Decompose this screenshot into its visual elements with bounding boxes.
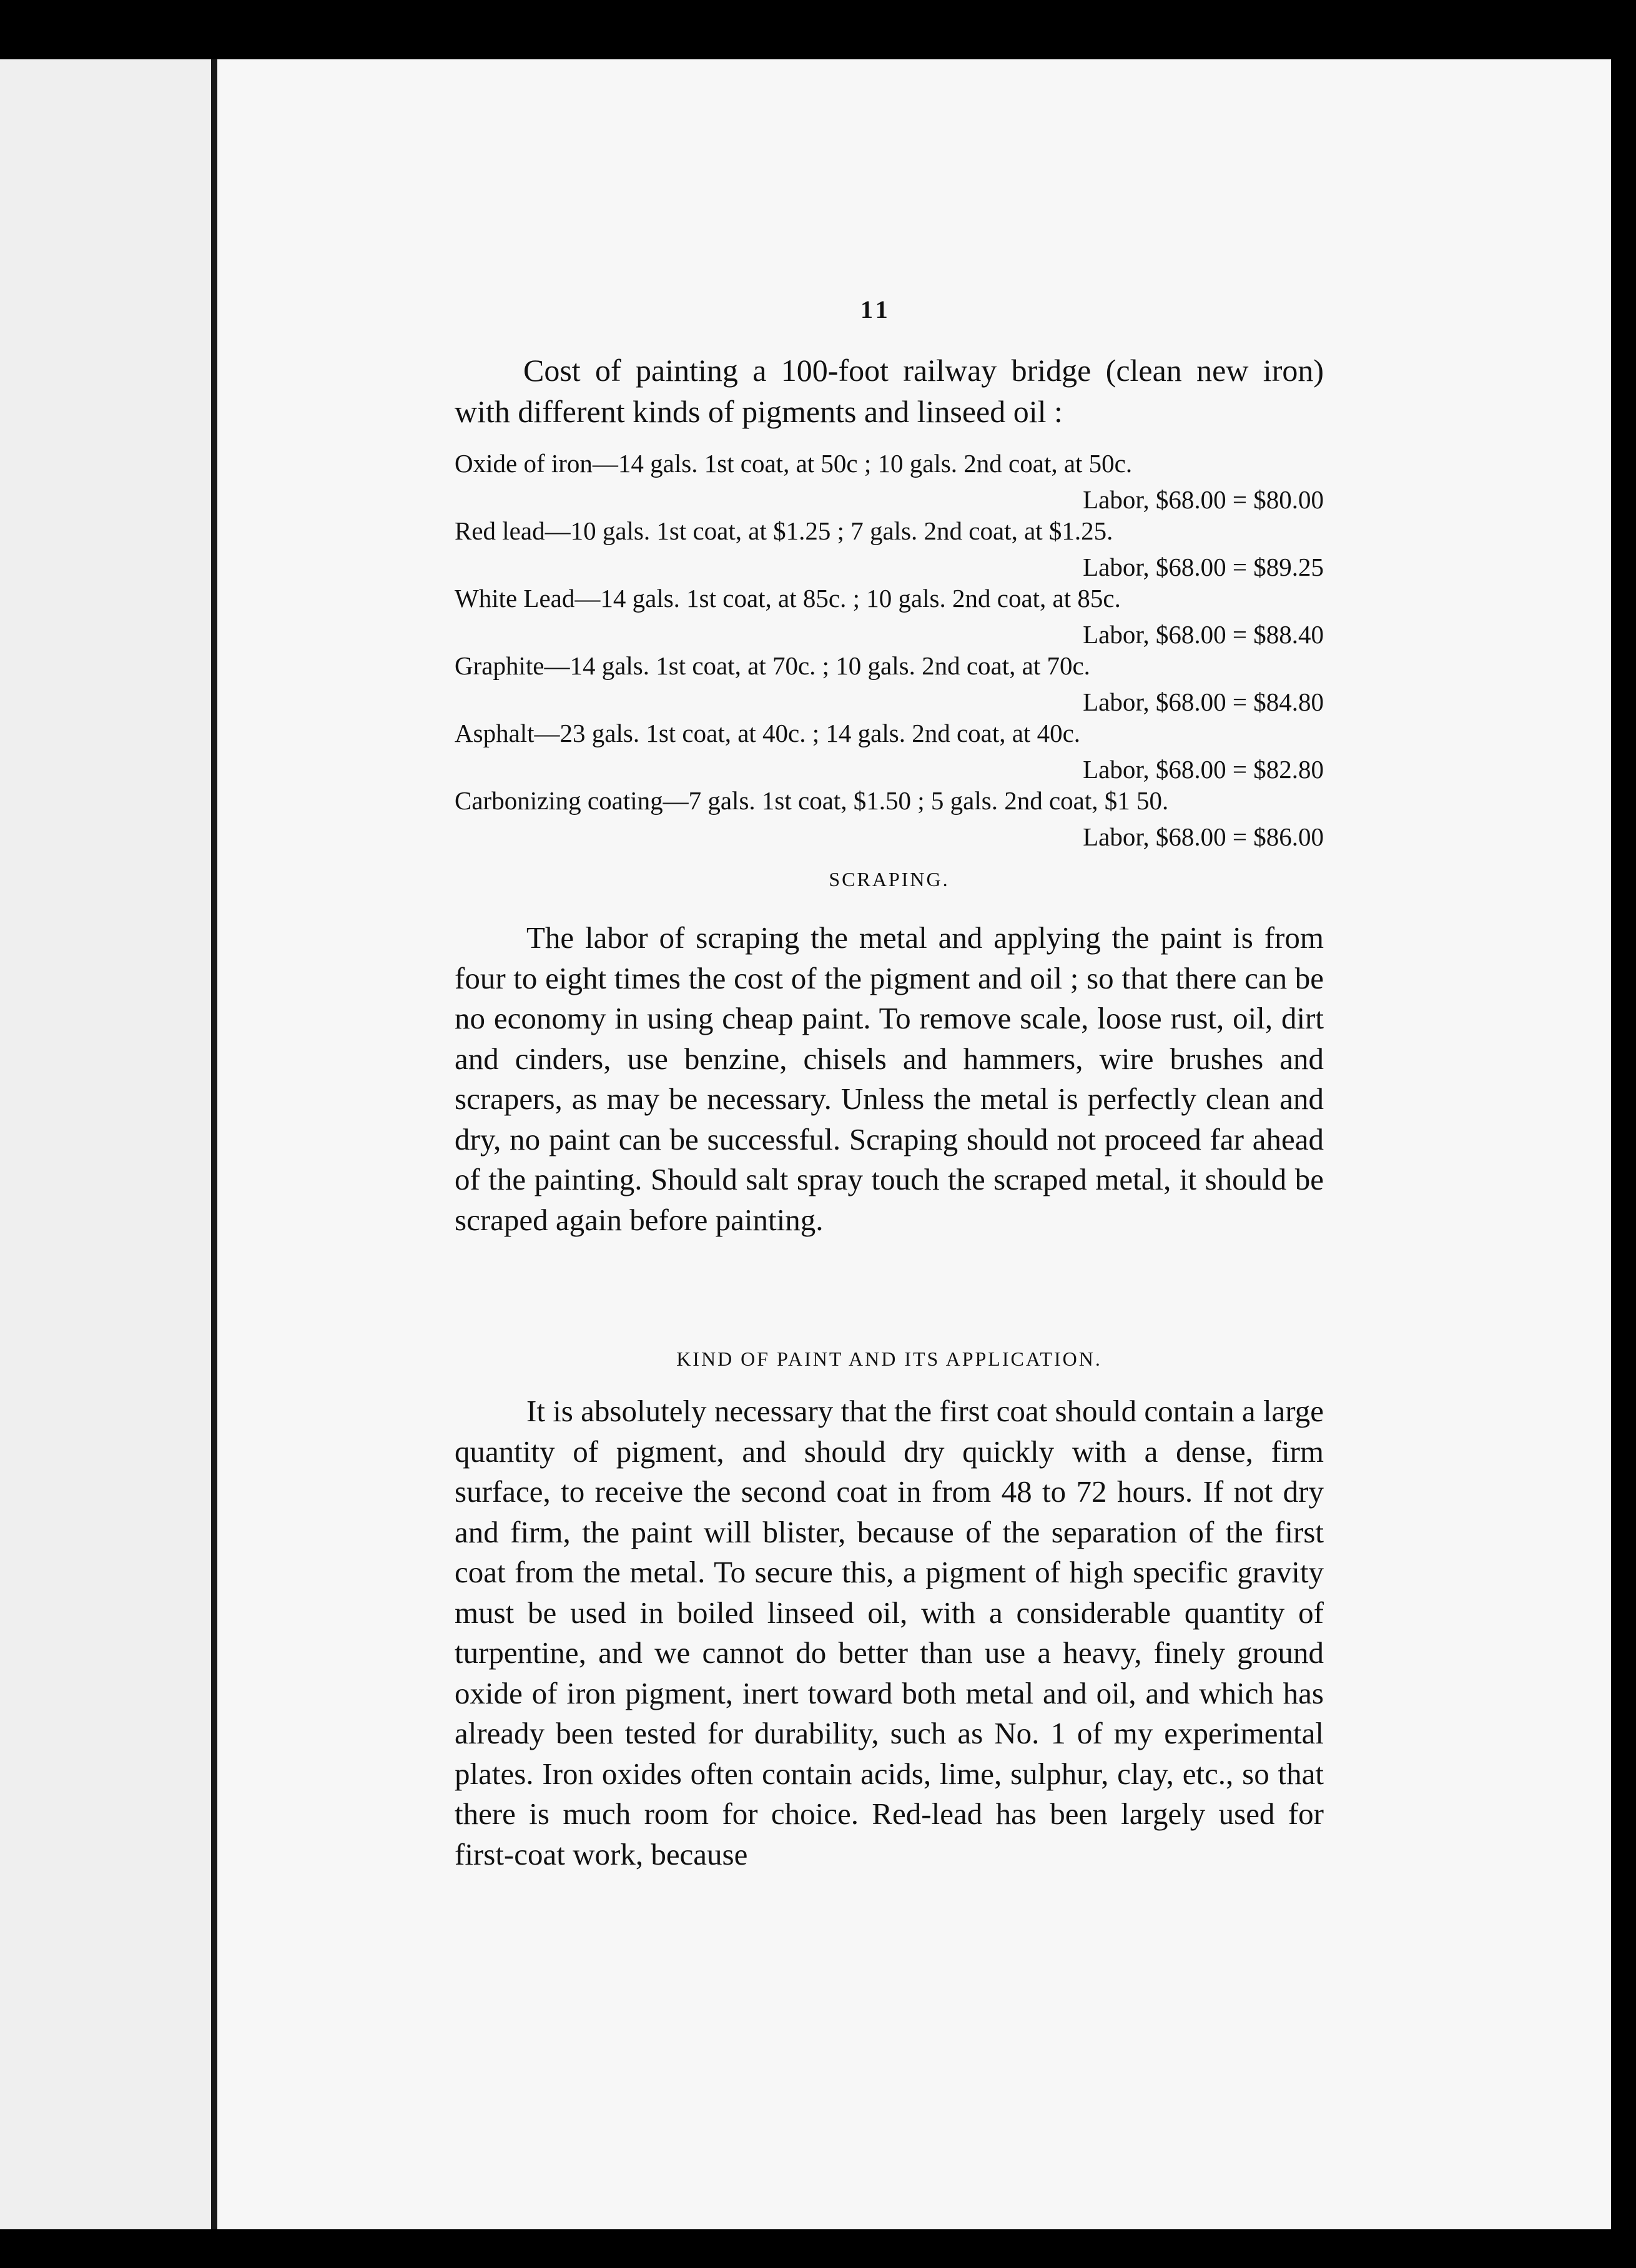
page-number: 11 bbox=[860, 295, 892, 323]
cost-line-oxide-of-iron: Oxide of iron—14 gals. 1st coat, at 50c ; 10 gals. 2nd coat, at 50c. bbox=[455, 449, 1133, 478]
cost-line-red-lead: Red lead—10 gals. 1st coat, at $1.25 ; 7 gals. 2nd coat, at $1.25. bbox=[455, 516, 1113, 545]
labor-line-graphite: Labor, $68.00 = $84.80 bbox=[1083, 688, 1324, 716]
labor-line-carbonizing-coating: Labor, $68.00 = $86.00 bbox=[1083, 822, 1324, 851]
paragraph-kind-of-paint: It is absolutely necessary that the first coat should contain a large quantity of pigment, and should dry quickly with a dense, firm surface, to receive the second coat in from 48 to 72 hours. If not dry and firm, the paint will blister, because of the separation of the first coat from the metal. To secure this, a pigment of high specific gravity must be used in boiled linseed oil, with a considerable quantity of turpentine, and we cannot do better than use a heavy, finely ground oxide of iron pigment, inert toward both metal and oil, and which has already been tested for durability, such as No. 1 of my experimental plates. Iron oxides often contain acids, lime, sulphur, clay, etc., so that there is much room for choice. Red-lead has been largely used for first-coat work, because bbox=[455, 1394, 1324, 1871]
labor-line-oxide-of-iron: Labor, $68.00 = $80.00 bbox=[1083, 485, 1324, 514]
labor-line-red-lead: Labor, $68.00 = $89.25 bbox=[1083, 553, 1324, 581]
heading-kind-of-paint: KIND OF PAINT AND ITS APPLICATION. bbox=[676, 1348, 1102, 1370]
cost-line-white-lead: White Lead—14 gals. 1st coat, at 85c. ; 10 gals. 2nd coat, at 85c. bbox=[455, 584, 1121, 613]
cost-line-graphite: Graphite—14 gals. 1st coat, at 70c. ; 10 gals. 2nd coat, at 70c. bbox=[455, 651, 1090, 680]
left-page-edge bbox=[0, 59, 215, 2229]
book-spine bbox=[211, 59, 217, 2229]
labor-line-asphalt: Labor, $68.00 = $82.80 bbox=[1083, 755, 1324, 784]
labor-line-white-lead: Labor, $68.00 = $88.40 bbox=[1083, 620, 1324, 649]
intro-paragraph: Cost of painting a 100-foot railway bridge (clean new iron) with different kinds of pigments and linseed oil : bbox=[455, 353, 1324, 429]
cost-line-asphalt: Asphalt—23 gals. 1st coat, at 40c. ; 14 gals. 2nd coat, at 40c. bbox=[455, 719, 1081, 747]
cost-line-carbonizing-coating: Carbonizing coating—7 gals. 1st coat, $1.50 ; 5 gals. 2nd coat, $1 50. bbox=[455, 786, 1169, 815]
heading-scraping: SCRAPING. bbox=[829, 868, 950, 890]
paragraph-scraping: The labor of scraping the metal and applying the paint is from four to eight times the cost of the pigment and oil ; so that there can be no economy in using cheap paint. To remove scale, loose rust, oil, dirt and cinders, use benzine, chisels and hammers, wire brushes and scrapers, as may be necessary. Unless the metal is perfectly clean and dry, no paint can be successful. Scraping should not proceed far ahead of the painting. Should salt spray touch the scraped metal, it should be scraped again before painting. bbox=[455, 920, 1324, 1237]
